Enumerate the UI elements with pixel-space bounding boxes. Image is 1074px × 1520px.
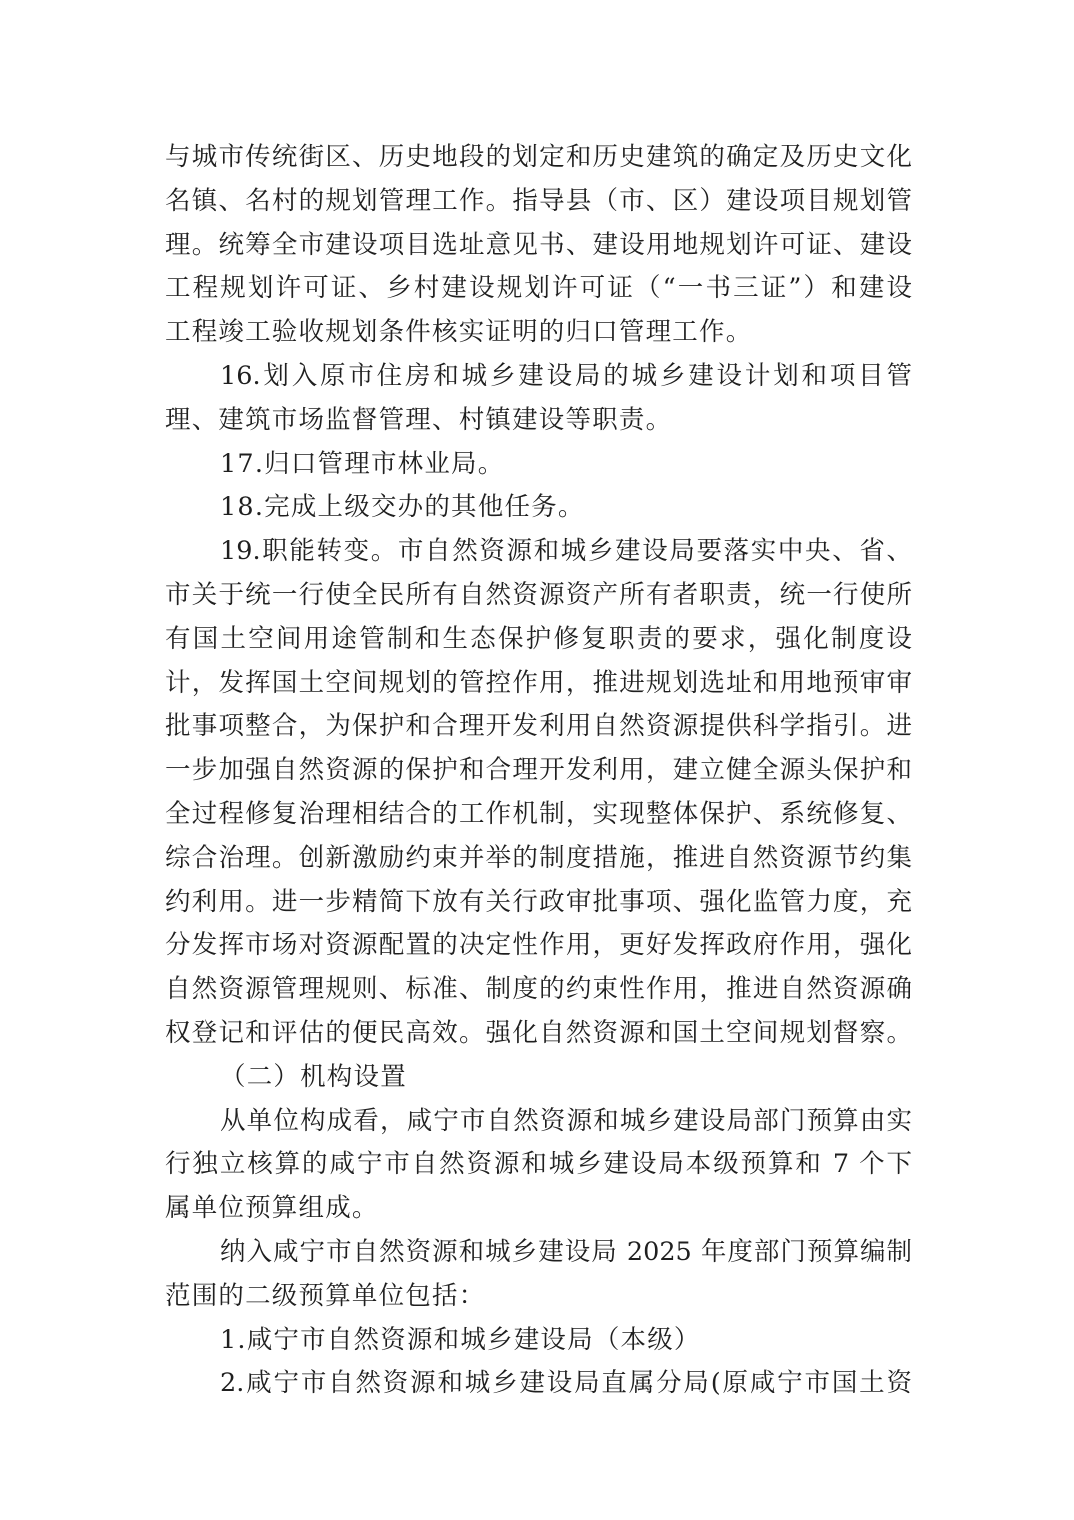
text-line: 一步加强自然资源的保护和合理开发利用，建立健全源头保护和 xyxy=(165,755,912,786)
text-line: 工程规划许可证、乡村建设规划许可证（“一书三证”）和建设 xyxy=(165,273,912,304)
text-line: 纳入咸宁市自然资源和城乡建设局 2025 年度部门预算编制 xyxy=(220,1236,912,1267)
section-heading xyxy=(165,1056,912,1100)
text-line: 分发挥市场对资源配置的决定性作用，更好发挥政府作用，强化 xyxy=(165,930,912,961)
text-line: 自然资源管理规则、标准、制度的约束性作用，推进自然资源确 xyxy=(165,974,912,1005)
text-line: 从单位构成看，咸宁市自然资源和城乡建设局部门预算由实 xyxy=(220,1105,912,1136)
text-line: 18.完成上级交办的其他任务。 xyxy=(220,492,585,523)
paragraph-composition xyxy=(165,1100,912,1231)
paragraph-item-17 xyxy=(165,443,912,487)
text-line: 理、建筑市场监督管理、村镇建设等职责。 xyxy=(165,404,673,435)
text-line: 2.咸宁市自然资源和城乡建设局直属分局(原咸宁市国土资 xyxy=(220,1368,912,1399)
list-item-1 xyxy=(165,1319,912,1363)
text-line: 17.归口管理市林业局。 xyxy=(220,448,505,479)
text-line: 理。统筹全市建设项目选址意见书、建设用地规划许可证、建设 xyxy=(165,229,912,260)
text-line: 计，发挥国土空间规划的管控作用，推进规划选址和用地预审审 xyxy=(165,667,912,698)
text-line: 与城市传统街区、历史地段的划定和历史建筑的确定及历史文化 xyxy=(165,142,912,172)
text-line: 19.职能转变。市自然资源和城乡建设局要落实中央、省、 xyxy=(220,536,912,567)
text-line: 行独立核算的咸宁市自然资源和城乡建设局本级预算和 7 个下 xyxy=(165,1149,912,1180)
document-body xyxy=(165,136,912,1406)
text-line: 属单位预算组成。 xyxy=(165,1193,379,1224)
text-line: 权登记和评估的便民高效。强化自然资源和国土空间规划督察。 xyxy=(165,1017,912,1048)
paragraph-item-19 xyxy=(165,530,912,1056)
section-heading-text: （二）机构设置 xyxy=(220,1061,407,1092)
paragraph-item-16 xyxy=(165,355,912,443)
text-line: 批事项整合，为保护和合理开发利用自然资源提供科学指引。进 xyxy=(165,711,912,742)
text-line: 综合治理。创新激励约束并举的制度措施，推进自然资源节约集 xyxy=(165,842,912,873)
text-line: 工程竣工验收规划条件核实证明的归口管理工作。 xyxy=(165,317,753,348)
text-line: 范围的二级预算单位包括： xyxy=(165,1280,486,1311)
text-line: 16.划入原市住房和城乡建设局的城乡建设计划和项目管 xyxy=(220,360,912,391)
text-line: 市关于统一行使全民所有自然资源资产所有者职责，统一行使所 xyxy=(165,579,912,610)
paragraph-continuation xyxy=(165,136,912,355)
text-line: 有国土空间用途管制和生态保护修复职责的要求，强化制度设 xyxy=(165,623,912,654)
text-line: 1.咸宁市自然资源和城乡建设局（本级） xyxy=(220,1324,701,1355)
paragraph-scope xyxy=(165,1231,912,1319)
list-item-2 xyxy=(165,1362,912,1406)
text-line: 名镇、名村的规划管理工作。指导县（市、区）建设项目规划管 xyxy=(165,185,912,216)
text-line: 全过程修复治理相结合的工作机制，实现整体保护、系统修复、 xyxy=(165,798,912,829)
text-line: 约利用。进一步精简下放有关行政审批事项、强化监管力度，充 xyxy=(165,886,912,917)
paragraph-item-18 xyxy=(165,486,912,530)
